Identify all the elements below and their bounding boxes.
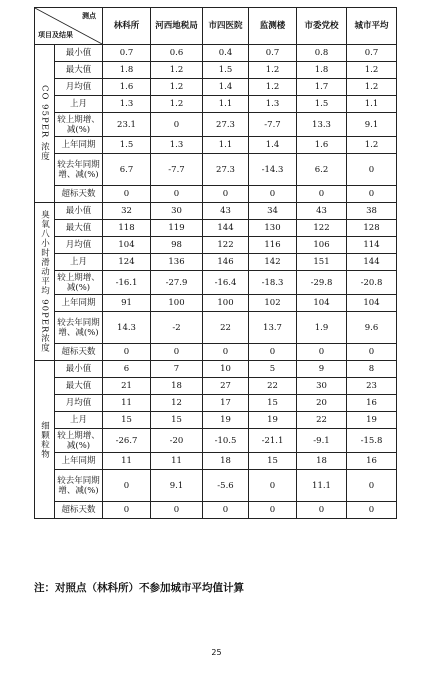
table-row: [35, 412, 397, 429]
table-row: [35, 271, 397, 295]
table-cell: 91: [103, 295, 151, 312]
row-label: 较上期增、减(%): [55, 113, 103, 137]
table-cell: 100: [203, 295, 249, 312]
table-cell: 22: [297, 412, 347, 429]
table-cell: 21: [103, 378, 151, 395]
table-cell: 23: [347, 378, 397, 395]
table-cell: -16.1: [103, 271, 151, 295]
table-cell: 0: [347, 502, 397, 519]
table-row: [35, 137, 397, 154]
table-cell: -14.3: [249, 154, 297, 186]
table-row: [35, 312, 397, 344]
row-label: 较上期增、减(%): [55, 429, 103, 453]
table-cell: 0: [249, 344, 297, 361]
table-cell: 122: [203, 237, 249, 254]
table-cell: 0: [347, 470, 397, 502]
table-cell: 1.3: [151, 137, 203, 154]
column-header: 监测楼: [249, 8, 297, 45]
footnote: 注：对照点（林科所）不参加城市平均值计算: [34, 582, 244, 594]
table-cell: 0: [347, 154, 397, 186]
table-cell: 151: [297, 254, 347, 271]
table-cell: 16: [347, 395, 397, 412]
corner-label-item: 项目及结果: [38, 30, 73, 39]
table-cell: 15: [249, 453, 297, 470]
table-cell: 14.3: [103, 312, 151, 344]
table-cell: 1.2: [347, 137, 397, 154]
table-cell: 32: [103, 203, 151, 220]
table-cell: 34: [249, 203, 297, 220]
table-cell: 1.2: [151, 96, 203, 113]
column-header: 河西地税局: [151, 8, 203, 45]
table-cell: 1.7: [297, 79, 347, 96]
column-header: 市委党校: [297, 8, 347, 45]
page-number: 25: [211, 648, 222, 657]
table-cell: 0: [151, 502, 203, 519]
row-label: 上年同期: [55, 137, 103, 154]
table-cell: -2: [151, 312, 203, 344]
row-label: 较去年同期增、减(%): [55, 312, 103, 344]
table-cell: 30: [297, 378, 347, 395]
corner-label-site: 测点: [82, 11, 96, 20]
table-cell: 124: [103, 254, 151, 271]
row-label: 较去年同期增、减(%): [55, 470, 103, 502]
table-cell: 1.1: [203, 137, 249, 154]
table-cell: 1.2: [151, 62, 203, 79]
table-cell: 0: [103, 186, 151, 203]
section-title-text: 细颗粒物: [39, 420, 50, 459]
table-cell: 0: [249, 502, 297, 519]
table-cell: 136: [151, 254, 203, 271]
row-label: 月均值: [55, 237, 103, 254]
table-cell: 1.2: [347, 79, 397, 96]
row-label: 超标天数: [55, 344, 103, 361]
row-label: 月均值: [55, 395, 103, 412]
table-cell: 100: [151, 295, 203, 312]
row-label: 较去年同期增、减(%): [55, 154, 103, 186]
table-cell: 0: [347, 186, 397, 203]
table-cell: 1.5: [203, 62, 249, 79]
table-cell: 15: [249, 395, 297, 412]
table-row: [35, 62, 397, 79]
table-cell: 106: [297, 237, 347, 254]
table-cell: 1.3: [103, 96, 151, 113]
table-cell: 1.4: [203, 79, 249, 96]
table-cell: 9: [297, 361, 347, 378]
table-cell: 116: [249, 237, 297, 254]
table-cell: 0: [297, 186, 347, 203]
table-cell: 6.7: [103, 154, 151, 186]
table-cell: 1.2: [249, 79, 297, 96]
table-cell: 104: [103, 237, 151, 254]
table-cell: 0: [151, 344, 203, 361]
table-cell: 0: [151, 186, 203, 203]
table-cell: 144: [203, 220, 249, 237]
column-header: 市四医院: [203, 8, 249, 45]
table-cell: 0: [203, 186, 249, 203]
table-cell: 19: [347, 412, 397, 429]
table-cell: 0: [249, 186, 297, 203]
table-cell: 144: [347, 254, 397, 271]
row-label: 超标天数: [55, 186, 103, 203]
table-cell: 6.2: [297, 154, 347, 186]
table-cell: 11: [103, 395, 151, 412]
table-row: [35, 429, 397, 453]
table-row: [35, 344, 397, 361]
table-cell: 118: [103, 220, 151, 237]
table-cell: 1.3: [249, 96, 297, 113]
row-label: 最小值: [55, 203, 103, 220]
table-cell: 20: [297, 395, 347, 412]
table-row: [35, 79, 397, 96]
air-quality-table: [34, 7, 397, 519]
row-label: 最小值: [55, 45, 103, 62]
table-cell: 1.4: [249, 137, 297, 154]
table-cell: 0.7: [347, 45, 397, 62]
table-cell: 130: [249, 220, 297, 237]
table-body: [35, 45, 397, 519]
table-cell: 0: [103, 344, 151, 361]
row-label: 上月: [55, 412, 103, 429]
table-cell: -9.1: [297, 429, 347, 453]
table-cell: 7: [151, 361, 203, 378]
table-cell: 6: [103, 361, 151, 378]
table-cell: 1.9: [297, 312, 347, 344]
table-cell: 119: [151, 220, 203, 237]
table-cell: 0: [249, 470, 297, 502]
table-cell: 27.3: [203, 113, 249, 137]
table-cell: 22: [249, 378, 297, 395]
table-cell: 1.8: [103, 62, 151, 79]
column-header: 林科所: [103, 8, 151, 45]
table-cell: 0.7: [103, 45, 151, 62]
table-cell: 0.6: [151, 45, 203, 62]
table-cell: 1.6: [297, 137, 347, 154]
table-cell: 146: [203, 254, 249, 271]
table-cell: 0: [297, 344, 347, 361]
table-row: [35, 378, 397, 395]
table-cell: 0: [151, 113, 203, 137]
table-cell: 1.6: [103, 79, 151, 96]
table-cell: 1.5: [103, 137, 151, 154]
row-label: 上月: [55, 96, 103, 113]
table-cell: 5: [249, 361, 297, 378]
row-label: 最小值: [55, 361, 103, 378]
table-row: [35, 295, 397, 312]
table-cell: 0.8: [297, 45, 347, 62]
table-row: [35, 113, 397, 137]
table-cell: 13.7: [249, 312, 297, 344]
table-cell: 0: [203, 344, 249, 361]
row-label: 超标天数: [55, 502, 103, 519]
section-title-1: [35, 203, 55, 361]
table-cell: 23.1: [103, 113, 151, 137]
table-cell: 1.1: [347, 96, 397, 113]
table-cell: 142: [249, 254, 297, 271]
table-cell: 19: [203, 412, 249, 429]
section-title-2: [35, 361, 55, 519]
table-cell: 11.1: [297, 470, 347, 502]
table-cell: -15.8: [347, 429, 397, 453]
section-title-0: [35, 45, 55, 203]
table-row: [35, 186, 397, 203]
table-cell: 17: [203, 395, 249, 412]
table-cell: 15: [151, 412, 203, 429]
table-cell: 0.7: [249, 45, 297, 62]
table-cell: 13.3: [297, 113, 347, 137]
row-label: 上年同期: [55, 453, 103, 470]
table-row: [35, 254, 397, 271]
section-title-text: CO 95PER 浓度: [39, 85, 50, 162]
table-cell: 104: [297, 295, 347, 312]
table-cell: -18.3: [249, 271, 297, 295]
table-cell: 8: [347, 361, 397, 378]
column-header: 城市平均: [347, 8, 397, 45]
table-row: [35, 220, 397, 237]
table-cell: 27: [203, 378, 249, 395]
table-cell: 0.4: [203, 45, 249, 62]
table-cell: 22: [203, 312, 249, 344]
table-cell: -29.8: [297, 271, 347, 295]
table-cell: 102: [249, 295, 297, 312]
table-cell: 38: [347, 203, 397, 220]
table-cell: 16: [347, 453, 397, 470]
table-cell: 1.1: [203, 96, 249, 113]
row-label: 月均值: [55, 79, 103, 96]
table-cell: 9.6: [347, 312, 397, 344]
row-label: 较上期增、减(%): [55, 271, 103, 295]
table-cell: 18: [151, 378, 203, 395]
table-row: [35, 361, 397, 378]
table-cell: 1.8: [297, 62, 347, 79]
table-cell: -5.6: [203, 470, 249, 502]
section-title-text: 臭氧八小时滑动平均 90PER浓度: [39, 210, 50, 353]
table-row: [35, 470, 397, 502]
table-cell: 19: [249, 412, 297, 429]
row-label: 上年同期: [55, 295, 103, 312]
table-cell: 0: [203, 502, 249, 519]
table-cell: -20.8: [347, 271, 397, 295]
table-cell: 0: [103, 502, 151, 519]
header-row: [35, 8, 397, 45]
table-cell: 9.1: [347, 113, 397, 137]
table-row: [35, 203, 397, 220]
table-cell: 11: [151, 453, 203, 470]
table-cell: 43: [297, 203, 347, 220]
table-row: [35, 45, 397, 62]
table-cell: 12: [151, 395, 203, 412]
table-cell: 104: [347, 295, 397, 312]
table-cell: 0: [103, 470, 151, 502]
table-cell: -26.7: [103, 429, 151, 453]
table-cell: -7.7: [249, 113, 297, 137]
table-cell: 0: [297, 502, 347, 519]
table-cell: 30: [151, 203, 203, 220]
table-cell: -27.9: [151, 271, 203, 295]
table-cell: -16.4: [203, 271, 249, 295]
table-cell: 11: [103, 453, 151, 470]
table-cell: 15: [103, 412, 151, 429]
table-cell: 1.2: [249, 62, 297, 79]
table-cell: -21.1: [249, 429, 297, 453]
table-row: [35, 96, 397, 113]
table-cell: 18: [203, 453, 249, 470]
row-label: 最大值: [55, 220, 103, 237]
row-label: 最大值: [55, 378, 103, 395]
table-row: [35, 502, 397, 519]
table-row: [35, 154, 397, 186]
table-cell: -7.7: [151, 154, 203, 186]
row-label: 最大值: [55, 62, 103, 79]
table-cell: 98: [151, 237, 203, 254]
table-cell: 10: [203, 361, 249, 378]
table-row: [35, 453, 397, 470]
table-cell: 9.1: [151, 470, 203, 502]
table-cell: 0: [347, 344, 397, 361]
table-cell: 1.2: [151, 79, 203, 96]
table-cell: 43: [203, 203, 249, 220]
table-cell: 1.5: [297, 96, 347, 113]
table-cell: 27.3: [203, 154, 249, 186]
table-cell: -20: [151, 429, 203, 453]
row-label: 上月: [55, 254, 103, 271]
table-row: [35, 237, 397, 254]
table-cell: -10.5: [203, 429, 249, 453]
corner-header-cell: [35, 8, 103, 45]
table-cell: 122: [297, 220, 347, 237]
table-cell: 1.2: [347, 62, 397, 79]
table-row: [35, 395, 397, 412]
table-cell: 114: [347, 237, 397, 254]
table-cell: 128: [347, 220, 397, 237]
table-cell: 18: [297, 453, 347, 470]
